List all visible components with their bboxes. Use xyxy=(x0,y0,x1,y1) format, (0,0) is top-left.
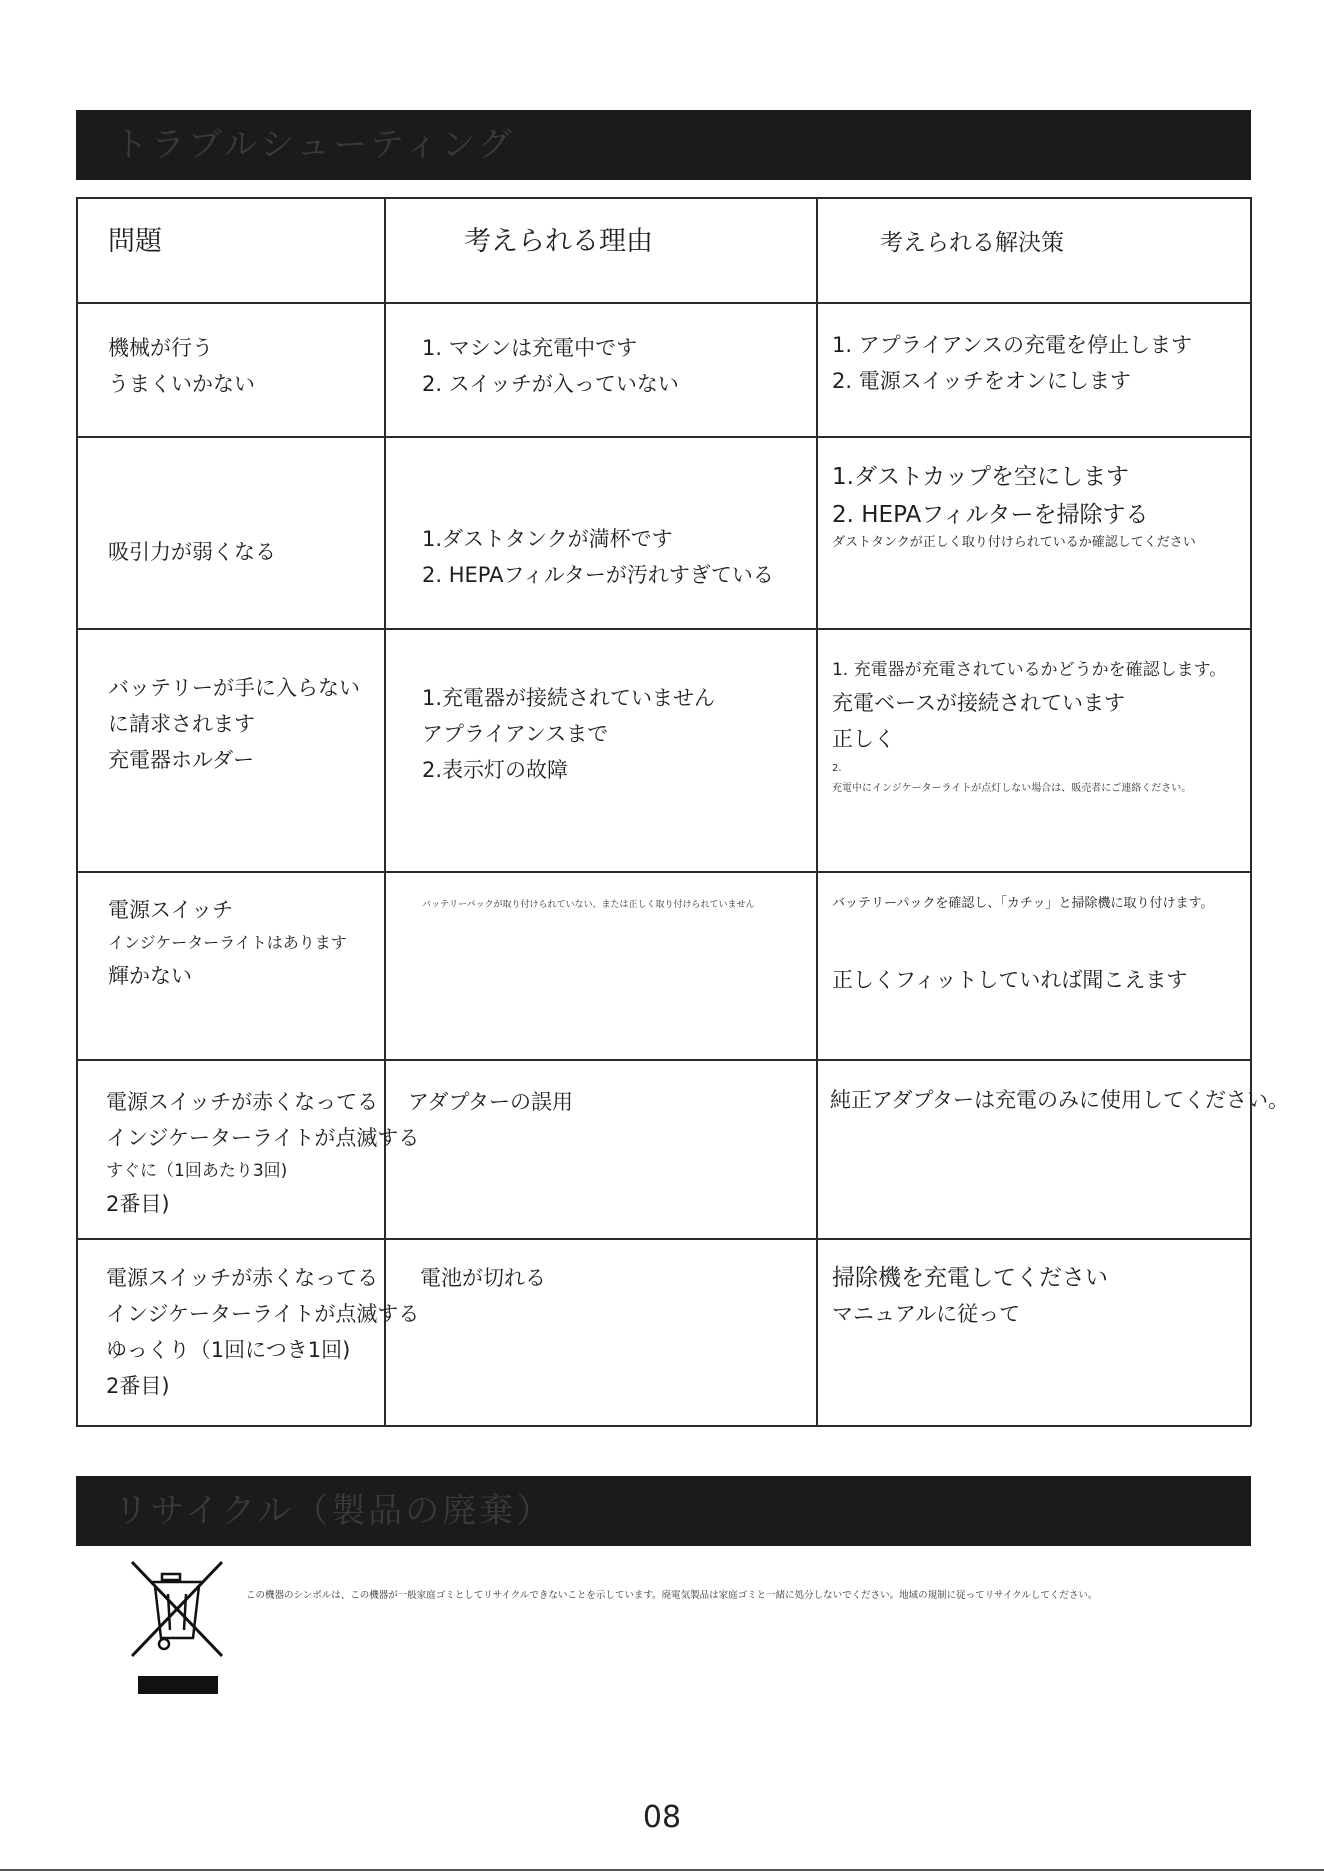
cell-line: インジケーターライトはあります xyxy=(108,933,347,952)
header-reason: 考えられる理由 xyxy=(464,226,653,257)
cell-line: 2. 電源スイッチをオンにします xyxy=(832,369,1131,393)
header-problem: 問題 xyxy=(108,226,162,257)
table-border-bottom xyxy=(76,1425,1251,1427)
cell-line: 電池が切れる xyxy=(420,1266,546,1290)
cell-line: 純正アダプターは充電のみに使用してください。 xyxy=(830,1088,1290,1112)
troubleshooting-title: トラブルシューティング xyxy=(114,125,515,165)
troubleshooting-header xyxy=(76,110,1251,180)
cell-line: 輝かない xyxy=(108,964,192,988)
row5-solution xyxy=(830,1082,1289,1118)
table-col-divider xyxy=(816,197,818,1426)
table-col-divider xyxy=(384,197,386,1426)
row1-problem xyxy=(108,330,255,402)
table-row-divider xyxy=(76,436,1251,438)
cell-line: 掃除機を充電してください xyxy=(832,1265,1108,1291)
row6-reason xyxy=(420,1260,546,1296)
cell-line: 2. HEPAフィルターが汚れすぎている xyxy=(422,563,774,587)
row3-solution-note-num: 2. xyxy=(832,763,842,774)
recycling-title: リサイクル（製品の廃棄） xyxy=(114,1491,554,1531)
cell-line: 1.充電器が接続されていません xyxy=(422,686,716,710)
table-border-top xyxy=(76,197,1251,199)
row2-solution xyxy=(832,458,1148,534)
row1-reason xyxy=(422,330,679,402)
cell-line: に請求されます xyxy=(108,712,255,736)
cell-line: インジケーターライトが点滅する xyxy=(106,1126,420,1150)
table-row-divider xyxy=(76,871,1251,873)
cell-line: 1. マシンは充電中です xyxy=(422,336,638,360)
cell-line: 2番目) xyxy=(106,1374,170,1398)
cell-line: 充電ベースが接続されています xyxy=(832,691,1125,715)
cell-line: 電源スイッチ xyxy=(108,898,234,922)
page-number: 08 xyxy=(642,1800,682,1835)
cell-line: バッテリーが手に入らない xyxy=(108,676,360,700)
row6-solution xyxy=(832,1260,1108,1332)
table-border-right xyxy=(1250,197,1252,1426)
recycling-header xyxy=(76,1476,1251,1546)
table-row-divider xyxy=(76,628,1251,630)
table-row-divider xyxy=(76,1238,1251,1240)
cell-line: 2. HEPAフィルターを掃除する xyxy=(832,502,1149,528)
weee-bar xyxy=(138,1676,218,1694)
cell-line: 吸引力が弱くなる xyxy=(108,540,276,564)
cell-line: 2.表示灯の故障 xyxy=(422,758,569,782)
row4-solution xyxy=(832,962,1187,998)
cell-line: 1.ダストカップを空にします xyxy=(832,464,1130,490)
cell-line: 電源スイッチが赤くなってる xyxy=(106,1266,379,1290)
cell-line: 1.ダストタンクが満杯です xyxy=(422,527,673,551)
cell-line: すぐに（1回あたり3回) xyxy=(106,1161,288,1181)
cell-line: 1. 充電器が充電されているかどうかを確認します。 xyxy=(832,660,1227,680)
cell-line: 電源スイッチが赤くなってる xyxy=(106,1090,379,1114)
row3-problem xyxy=(108,670,360,778)
crossed-out-wheelie-bin-icon xyxy=(128,1560,226,1660)
row3-solution-note: 充電中にインジケーターライトが点灯しない場合は、販売者にご連絡ください。 xyxy=(832,783,1192,794)
row3-solution xyxy=(832,655,1226,757)
row2-reason xyxy=(422,521,774,593)
row2-solution-note: ダストタンクが正しく取り付けられているか確認してください xyxy=(832,535,1196,550)
header-solution: 考えられる解決策 xyxy=(880,230,1064,256)
row4-reason-note: バッテリーパックが取り付けられていない、または正しく取り付けられていません xyxy=(422,900,755,910)
cell-line: 正しくフィットしていれば聞こえます xyxy=(832,968,1188,992)
row1-solution xyxy=(832,327,1192,399)
page-bottom-border xyxy=(0,1869,1324,1871)
cell-line: 充電器ホルダー xyxy=(108,748,255,772)
row6-problem xyxy=(106,1260,419,1404)
table-border-left xyxy=(76,197,78,1426)
cell-line: 2. スイッチが入っていない xyxy=(422,372,679,396)
row4-solution-note: バッテリーパックを確認し、「カチッ」と掃除機に取り付けます。 xyxy=(832,896,1214,911)
cell-line: 正しく xyxy=(832,727,895,751)
row3-reason xyxy=(422,680,715,788)
cell-line: 1. アプライアンスの充電を停止します xyxy=(832,333,1192,357)
cell-line: アダプターの誤用 xyxy=(408,1090,574,1114)
cell-line: 機械が行う xyxy=(108,336,213,360)
row5-reason xyxy=(408,1084,573,1120)
table-row-divider xyxy=(76,302,1251,304)
row2-problem xyxy=(108,534,276,570)
row4-problem xyxy=(108,892,347,994)
cell-line: インジケーターライトが点滅する xyxy=(106,1302,420,1326)
cell-line: 2番目) xyxy=(106,1192,170,1216)
recycling-text: この機器のシンボルは、この機器が一般家庭ゴミとしてリサイクルできないことを示しています。廃電気製品は家庭ゴミと一緒に処分しないでください。地域の規制に従ってリサイクルしてください。 xyxy=(246,1590,1098,1601)
cell-line: マニュアルに従って xyxy=(832,1302,1021,1326)
table-row-divider xyxy=(76,1059,1251,1061)
cell-line: うまくいかない xyxy=(108,372,255,396)
cell-line: アプライアンスまで xyxy=(422,722,609,746)
cell-line: ゆっくり（1回につき1回) xyxy=(106,1338,351,1362)
row5-problem xyxy=(106,1084,419,1222)
